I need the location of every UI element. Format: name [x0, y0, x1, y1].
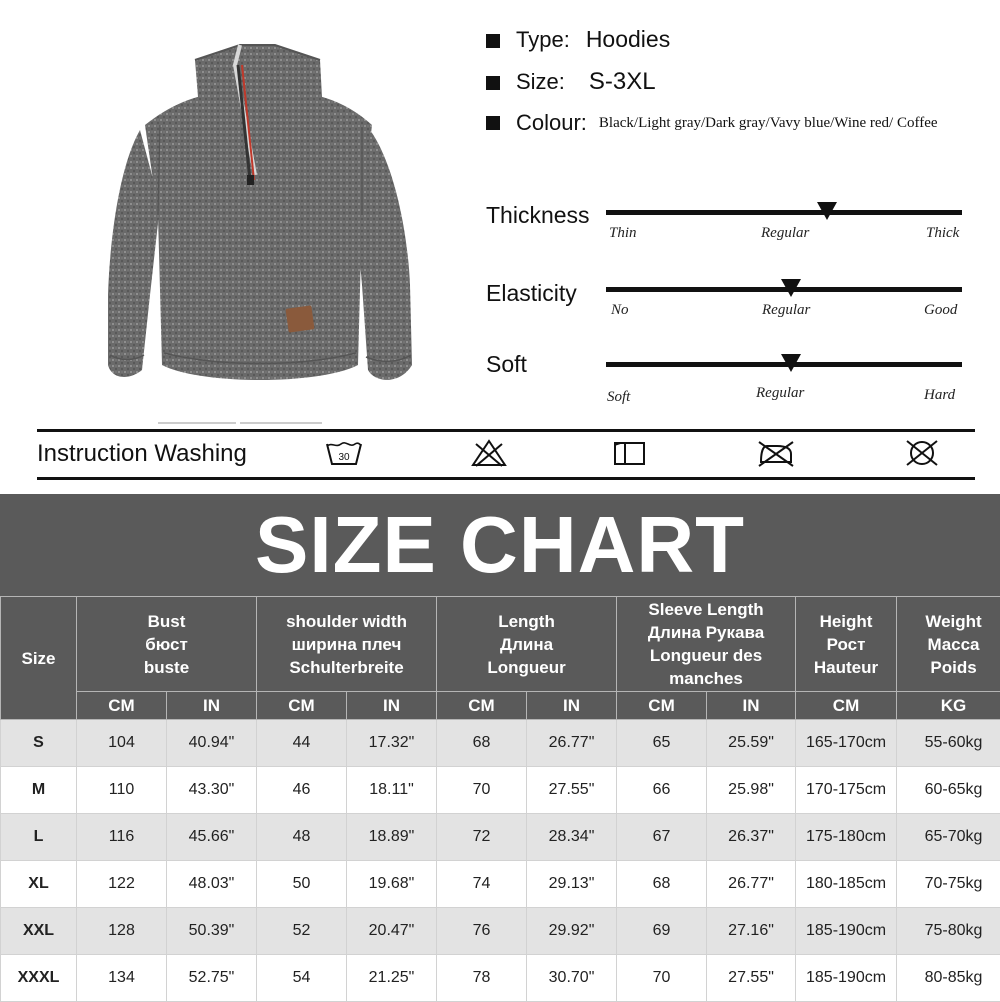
scale-elasticity-tick-high: Good	[924, 302, 957, 319]
header-line: бюст	[77, 633, 256, 656]
table-cell: 26.37"	[707, 814, 796, 861]
table-cell: 17.32"	[347, 720, 437, 767]
table-cell: 40.94"	[167, 720, 257, 767]
scale-elasticity-label: Elasticity	[486, 280, 577, 307]
header-line: Длина	[437, 633, 616, 656]
table-cell: 110	[77, 767, 167, 814]
table-cell: 18.89"	[347, 814, 437, 861]
header-line: Hauteur	[796, 656, 896, 679]
washing-divider-top	[37, 429, 975, 432]
scale-thickness-tick-low: Thin	[609, 225, 637, 242]
table-cell: 66	[617, 767, 707, 814]
header-line: ширина плеч	[257, 633, 436, 656]
bullet-icon	[486, 76, 500, 90]
scale-soft-tick-high: Hard	[924, 387, 955, 404]
size-cell: XXL	[1, 908, 77, 955]
table-cell: 30.70"	[527, 955, 617, 1002]
scale-thickness-marker	[817, 202, 837, 220]
table-cell: 78	[437, 955, 527, 1002]
table-row	[1, 814, 1000, 861]
scale-elasticity-marker	[781, 279, 801, 297]
table-cell: 70	[617, 955, 707, 1002]
table-cell: 70-75kg	[897, 861, 1000, 908]
table-cell: 185-190cm	[796, 908, 897, 955]
scale-soft-tick-low: Soft	[607, 389, 630, 406]
unit-header: CM	[796, 692, 897, 720]
header-line: shoulder width	[257, 610, 436, 633]
sleeve-length-header	[617, 597, 796, 692]
table-cell: 70	[437, 767, 527, 814]
table-cell: 116	[77, 814, 167, 861]
table-cell: 46	[257, 767, 347, 814]
table-cell: 25.98"	[707, 767, 796, 814]
scale-soft-marker	[781, 354, 801, 372]
size-chart-table	[0, 596, 1000, 1002]
table-cell: 52	[257, 908, 347, 955]
table-cell: 19.68"	[347, 861, 437, 908]
table-cell: 27.55"	[527, 767, 617, 814]
do-not-bleach-icon	[470, 438, 508, 473]
table-cell: 43.30"	[167, 767, 257, 814]
spec-size-label: Size:	[516, 69, 565, 95]
header-line: Longueur	[437, 656, 616, 679]
table-cell: 68	[437, 720, 527, 767]
table-cell: 44	[257, 720, 347, 767]
spec-size-value: S-3XL	[589, 68, 656, 96]
header-line: Poids	[897, 656, 1000, 679]
table-cell: 180-185cm	[796, 861, 897, 908]
header-line: Sleeve Length	[617, 598, 795, 621]
table-cell: 76	[437, 908, 527, 955]
unit-header: CM	[437, 692, 527, 720]
unit-header: IN	[167, 692, 257, 720]
scale-thickness-tick-mid: Regular	[761, 225, 809, 242]
table-cell: 45.66"	[167, 814, 257, 861]
table-cell: 75-80kg	[897, 908, 1000, 955]
table-cell: 52.75"	[167, 955, 257, 1002]
spec-colour-label: Colour:	[516, 110, 587, 136]
size-cell: XXXL	[1, 955, 77, 1002]
scale-elasticity-tick-mid: Regular	[762, 302, 810, 319]
table-cell: 26.77"	[527, 720, 617, 767]
spec-size	[486, 68, 656, 96]
do-not-dry-clean-icon	[903, 438, 941, 473]
product-image	[100, 35, 420, 435]
size-cell: XL	[1, 861, 77, 908]
table-cell: 29.92"	[527, 908, 617, 955]
spec-type-value: Hoodies	[586, 26, 670, 53]
table-cell: 25.59"	[707, 720, 796, 767]
header-line: Height	[796, 610, 896, 633]
scale-soft-tick-mid: Regular	[756, 385, 804, 402]
table-cell: 20.47"	[347, 908, 437, 955]
height-header	[796, 597, 897, 692]
scale-soft-label: Soft	[486, 351, 527, 378]
unit-header: CM	[257, 692, 347, 720]
scale-thickness-tick-high: Thick	[926, 225, 959, 242]
unit-header: KG	[897, 692, 1000, 720]
weight-header	[897, 597, 1000, 692]
table-cell: 128	[77, 908, 167, 955]
table-cell: 175-180cm	[796, 814, 897, 861]
header-line: Weight	[897, 610, 1000, 633]
unit-header: CM	[77, 692, 167, 720]
table-cell: 104	[77, 720, 167, 767]
size-cell: M	[1, 767, 77, 814]
size-column-header: Size	[1, 597, 77, 720]
table-cell: 48	[257, 814, 347, 861]
scale-thickness-label: Thickness	[486, 202, 590, 229]
header-line: Длина Рукава	[617, 621, 795, 644]
scale-elasticity-tick-low: No	[611, 302, 629, 319]
size-cell: L	[1, 814, 77, 861]
header-line: manches	[617, 667, 795, 690]
table-cell: 165-170cm	[796, 720, 897, 767]
wash-30-icon	[324, 438, 364, 473]
header-line: buste	[77, 656, 256, 679]
size-chart-title: SIZE CHART	[0, 500, 1000, 590]
table-cell: 134	[77, 955, 167, 1002]
table-row	[1, 720, 1000, 767]
table-cell: 26.77"	[707, 861, 796, 908]
scale-thickness-line	[606, 210, 962, 215]
spec-type-label: Type:	[516, 27, 570, 53]
unit-header: IN	[707, 692, 796, 720]
table-cell: 50	[257, 861, 347, 908]
table-cell: 65	[617, 720, 707, 767]
header-line: Schulterbreite	[257, 656, 436, 679]
unit-header: IN	[347, 692, 437, 720]
table-cell: 185-190cm	[796, 955, 897, 1002]
spec-colour	[486, 110, 969, 136]
bullet-icon	[486, 116, 500, 130]
table-cell: 29.13"	[527, 861, 617, 908]
table-cell: 21.25"	[347, 955, 437, 1002]
table-cell: 67	[617, 814, 707, 861]
header-line: Length	[437, 610, 616, 633]
table-row	[1, 955, 1000, 1002]
table-cell: 170-175cm	[796, 767, 897, 814]
spec-type	[486, 26, 670, 53]
table-row	[1, 908, 1000, 955]
spec-colour-value: Black/Light gray/Dark gray/Vavy blue/Wine red/ Coffee	[599, 114, 969, 133]
table-cell: 69	[617, 908, 707, 955]
tumble-dry-icon	[613, 438, 647, 473]
table-cell: 68	[617, 861, 707, 908]
header-line: Longueur des	[617, 644, 795, 667]
size-chart-body	[1, 720, 1000, 1002]
header-line: Bust	[77, 610, 256, 633]
do-not-iron-icon	[755, 438, 797, 473]
table-cell: 27.16"	[707, 908, 796, 955]
table-cell: 80-85kg	[897, 955, 1000, 1002]
table-cell: 74	[437, 861, 527, 908]
header-line: Macca	[897, 633, 1000, 656]
table-cell: 55-60kg	[897, 720, 1000, 767]
table-row	[1, 861, 1000, 908]
unit-header: CM	[617, 692, 707, 720]
length-header	[437, 597, 617, 692]
unit-header: IN	[527, 692, 617, 720]
table-cell: 65-70kg	[897, 814, 1000, 861]
table-cell: 54	[257, 955, 347, 1002]
table-cell: 18.11"	[347, 767, 437, 814]
size-cell: S	[1, 720, 77, 767]
table-cell: 28.34"	[527, 814, 617, 861]
table-cell: 48.03"	[167, 861, 257, 908]
table-cell: 50.39"	[167, 908, 257, 955]
table-row	[1, 767, 1000, 814]
washing-divider-bottom	[37, 477, 975, 480]
shoulder-width-header	[257, 597, 437, 692]
table-cell: 122	[77, 861, 167, 908]
bullet-icon	[486, 34, 500, 48]
table-cell: 27.55"	[707, 955, 796, 1002]
wash-temp-text: 30	[338, 452, 350, 463]
washing-label: Instruction Washing	[37, 440, 247, 468]
bust-header	[77, 597, 257, 692]
table-cell: 72	[437, 814, 527, 861]
header-line: Рост	[796, 633, 896, 656]
table-cell: 60-65kg	[897, 767, 1000, 814]
